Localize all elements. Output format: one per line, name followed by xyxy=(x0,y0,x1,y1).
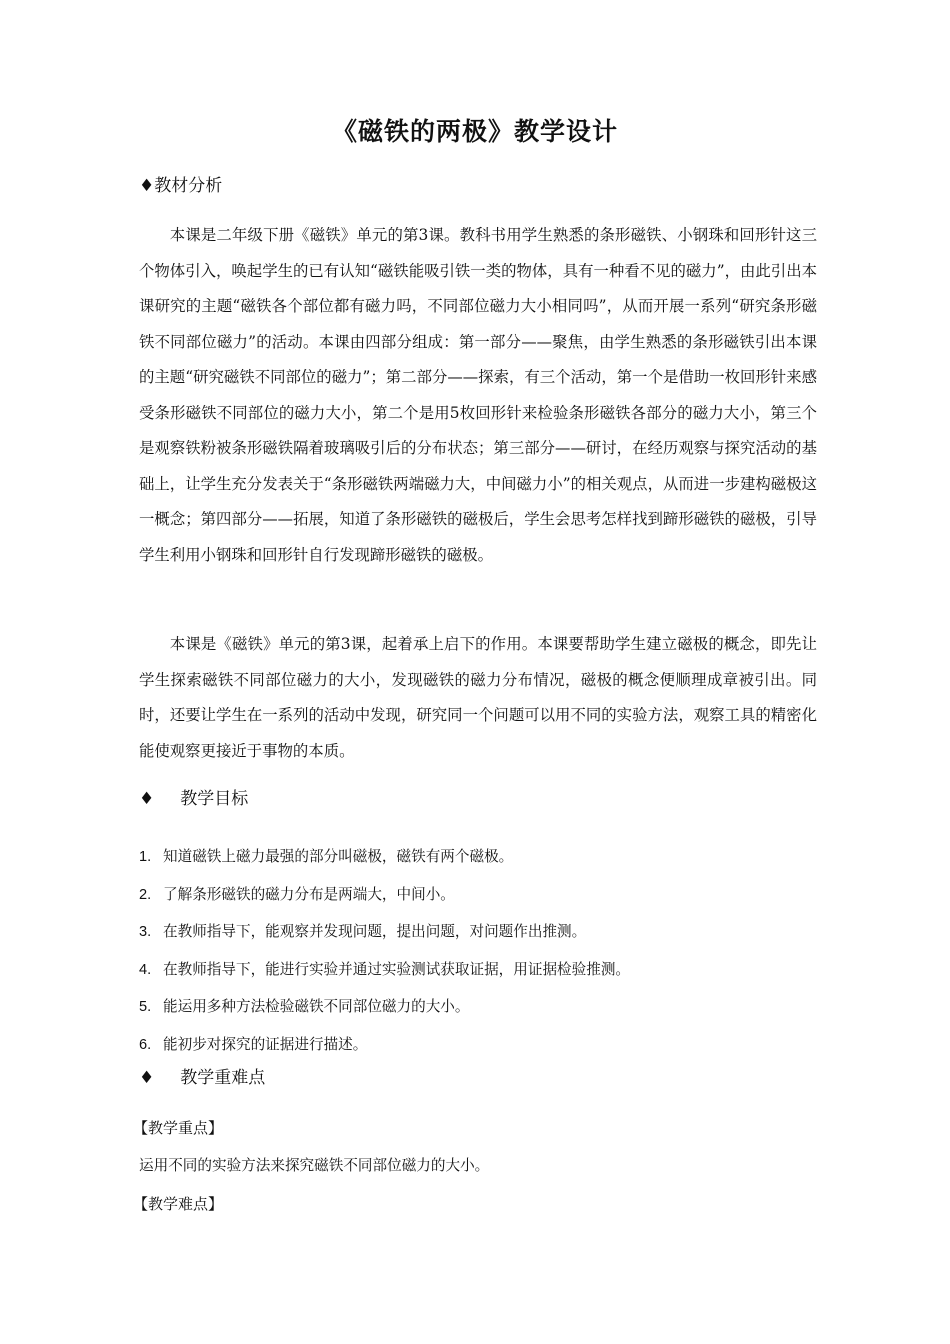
diamond-bullet-icon: ♦ xyxy=(139,1068,155,1088)
goals-list xyxy=(139,838,819,1064)
list-item: 4. 在教师指导下，能进行实验并通过实验测试获取证据，用证据检验推测。 xyxy=(139,960,631,978)
list-item: 3. 在教师指导下，能观察并发现问题，提出问题，对问题作出推测。 xyxy=(139,923,587,941)
list-item: 6. 能初步对探究的证据进行描述。 xyxy=(139,1035,368,1053)
list-item: 2. 了解条形磁铁的磁力分布是两端大，中间小。 xyxy=(139,885,455,903)
section-heading-text: 教学重难点 xyxy=(180,1068,266,1088)
diamond-bullet-icon: ♦ xyxy=(139,176,155,196)
focus-label: 【教学重点】 xyxy=(133,1119,224,1137)
section-heading-text: 教材分析 xyxy=(154,176,223,196)
difficulty-label: 【教学难点】 xyxy=(133,1195,224,1213)
diamond-bullet-icon: ♦ xyxy=(139,789,155,809)
list-item: 5. 能运用多种方法检验磁铁不同部位磁力的大小。 xyxy=(139,998,470,1016)
analysis-paragraph-1: 本课是二年级下册《磁铁》单元的第3课。教科书用学生熟悉的条形磁铁、小钢珠和回形针这三个物体引入，唤起学生的已有认知“磁铁能吸引铁一类的物体，具有一种看不见的磁力”，由此引出本课研究的主题“磁铁各个部位都有磁力吗，不同部位磁力大小相同吗”，从而开展一系列“研究条形磁铁不同部位磁力”的活动。本课由四部分组成：第一部分——聚焦，由学生熟悉的条形磁铁引出本课的主题“研究磁铁不同部位的磁力”；第二部分——探索，有三个活动，第一个是借助一枚回形针来感受条形磁铁不同部位的磁力大小，第二个是用5枚回形针来检验条形磁铁各部分的磁力大小，第三个是观察铁粉被条形磁铁隔着玻璃吸引后的分布状态；第三部分——研讨，在经历观察与探究活动的基础上，让学生充分发表关于“条形磁铁两端磁力大，中间磁力小”的相关观点，从而进一步建构磁极这一概念；第四部分——拓展，知道了条形磁铁的磁极后，学生会思考怎样找到蹄形磁铁的磁极，引导学生利用小钢珠和回形针自行发现蹄形磁铁的磁极。 xyxy=(139,226,817,564)
section-heading-key-points xyxy=(139,1065,265,1091)
section-heading-text: 教学目标 xyxy=(180,789,249,809)
analysis-paragraph-2: 本课是《磁铁》单元的第3课，起着承上启下的作用。本课要帮助学生建立磁极的概念，即先让学生探索磁铁不同部位磁力的大小，发现磁铁的磁力分布情况，磁极的概念便顺理成章被引出。同时，还要让学生在一系列的活动中发现，研究同一个问题可以用不同的实验方法，观察工具的精密化能使观察更接近于事物的本质。 xyxy=(139,635,817,760)
list-item: 1. 知道磁铁上磁力最强的部分叫磁极，磁铁有两个磁极。 xyxy=(139,848,514,865)
document-title: 《磁铁的两极》教学设计 xyxy=(331,117,618,146)
section-heading-analysis xyxy=(139,173,222,199)
focus-text: 运用不同的实验方法来探究磁铁不同部位磁力的大小。 xyxy=(139,1157,490,1174)
section-heading-goals xyxy=(139,786,248,812)
